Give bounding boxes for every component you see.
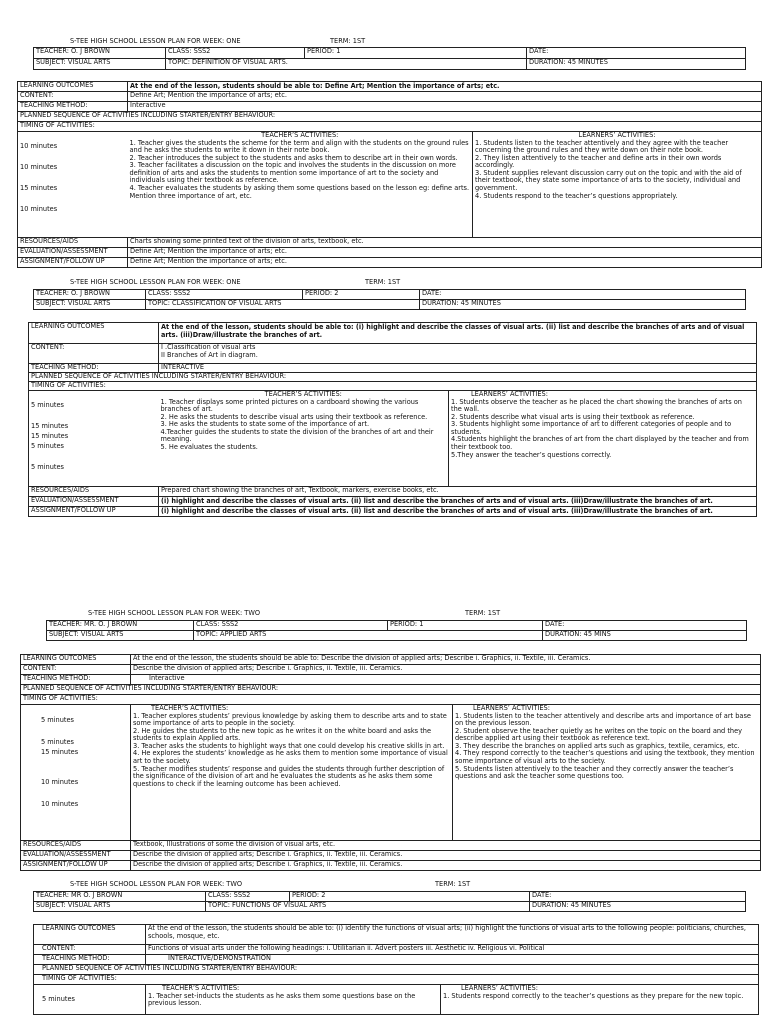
plan1-times [18, 132, 128, 238]
plan2-class: CLASS: SSS2 [146, 290, 303, 300]
plan4-title: S-TEE HIGH SCHOOL LESSON PLAN FOR WEEK: TWO [70, 880, 243, 888]
plan4-learner-head: LEARNERS’ ACTIVITIES: [461, 984, 538, 992]
plan2-learner-act: 1. Students observe the teacher as he placed the chart showing the branches of arts on the wall. [451, 397, 742, 414]
plan1-period: PERIOD: 1 [305, 48, 527, 59]
plan4-planned: PLANNED SEQUENCE OF ACTIVITIES INCLUDING STARTER/ENTRY BEHAVIOUR: [34, 965, 759, 975]
plan4-time: 5 minutes [42, 995, 75, 1003]
plan3-teacher-act: 5. Teacher modifies students’ response and guides the students through further description of the significance of the division of art and he evaluates the students as he asks them some questions to check if the learning outcome has been achieved. [133, 764, 445, 788]
plan3-learner-act: 1. Students listen to the teacher attentively and describe arts and importance of art base on the previous lesson. [455, 711, 751, 728]
plan4-teacher-head: TEACHER’S ACTIVITIES: [162, 984, 240, 992]
plan2-body-table [28, 322, 757, 517]
plan2-learner-act: 2. Students describe what visual arts is using their textbook as reference. [451, 412, 695, 421]
plan3-period: PERIOD: 1 [388, 621, 543, 631]
plan3-time: 15 minutes [41, 748, 79, 756]
plan1-learner-act: 2. They listen attentively to the teacher and define arts in their own words accordingly. [475, 153, 722, 170]
plan1-teacher: TEACHER: O. J BROWN [34, 48, 166, 59]
plan3-learner-activities [453, 705, 761, 841]
plan1-teacher-act: 2. Teacher introduces the subject to the students and asks them to describe art in their own words. [129, 153, 458, 162]
plan4-header-table [33, 891, 746, 912]
plan3-header-table [46, 620, 747, 641]
plan2-content-line: II Branches of Art in diagram. [161, 350, 258, 359]
plan3-times [21, 705, 131, 841]
plan1-time: 10 minutes [20, 163, 58, 171]
plan1-learner-activities [473, 132, 762, 238]
plan1-eval-value: Define Art; Mention the importance of arts; etc. [128, 248, 762, 258]
plan3-teacher-head: TEACHER’S ACTIVITIES: [151, 704, 229, 712]
plan4-duration: DURATION: 45 MINUTES [530, 902, 746, 912]
plan3-eval-value: Describe the division of applied arts; Describe i. Graphics, ii. Textile, iii. Ceramics. [131, 851, 761, 861]
plan2-assign-label: ASSIGNMENT/FOLLOW UP [29, 507, 159, 517]
plan2-time: 15 minutes [31, 422, 69, 430]
plan3-content-value: Describe the division of applied arts; Describe i. Graphics, ii. Textile, iii. Ceramics. [131, 665, 761, 675]
plan4-content-value: Functions of visual arts under the following headings: i. Utilitarian ii. Advert posters iii. Aesthetic iv. Religious vi. Political [146, 945, 759, 955]
plan2-learner-act: 3. Students highlight some importance of art to different categories of people and to students. [451, 420, 732, 436]
plan2-method-value: INTERACTIVE [159, 364, 757, 373]
plan3-assign-value: Describe the division of applied arts; Describe i. Graphics, ii. Textile, iii. Ceramics. [131, 861, 761, 871]
plan3-teacher-activities [131, 705, 453, 841]
plan4-class: CLASS: SSS2 [206, 892, 290, 902]
plan2-time: 15 minutes [31, 432, 69, 440]
plan1-class: CLASS: SSS2 [166, 48, 305, 59]
plan4-lo-label: LEARNING OUTCOMES [34, 925, 146, 945]
plan3-term: TERM: 1ST [465, 609, 501, 617]
plan3-title: S-TEE HIGH SCHOOL LESSON PLAN FOR WEEK: TWO [88, 609, 261, 617]
plan1-lo-label: LEARNING OUTCOMES [18, 82, 128, 92]
plan2-title: S-TEE HIGH SCHOOL LESSON PLAN FOR WEEK: ONE [70, 278, 241, 286]
plan1-timing: TIMING OF ACTIVITIES: [18, 122, 762, 132]
plan2-header-table [33, 289, 746, 310]
plan3-assign-label: ASSIGNMENT/FOLLOW UP [21, 861, 131, 871]
plan1-teacher-act: 1. Teacher gives the students the scheme for the term and align with the students on the ground rules and he asks the students to write it down in their note book. [129, 138, 469, 155]
plan3-teacher-act: 4. He explores the students’ knowledge as he asks them to mention some importance of visual art to the society. [133, 749, 448, 766]
plan1-resources-value: Charts showing some printed text of the division of arts, textbook, etc. [128, 238, 762, 248]
plan3-resources-label: RESOURCES/AIDS [21, 841, 131, 851]
plan3-time: 10 minutes [41, 800, 79, 808]
plan4-teacher-activities [146, 985, 441, 1015]
plan4-lo-value: At the end of the lesson, the students should be able to: (i) identify the functions of visual arts; (ii) highlight the functions of visual arts to the following people: politicians, churches, schools, mosque, etc. [146, 925, 759, 945]
plan1-body-table [17, 81, 762, 268]
plan3-content-label: CONTENT: [21, 665, 131, 675]
plan2-teacher-act: 2. He asks the students to describe visual arts using their textbook as reference. [160, 412, 428, 421]
plan2-content-value [159, 344, 757, 364]
plan2-subject: SUBJECT: VISUAL ARTS [34, 300, 146, 310]
plan3-time: 5 minutes [41, 716, 74, 724]
plan2-time: 5 minutes [31, 401, 64, 409]
plan2-teacher-activities [159, 391, 449, 487]
plan1-time: 15 minutes [20, 184, 58, 192]
plan2-content-label: CONTENT: [29, 344, 159, 364]
plan1-teacher-act: 3. Teacher facilitates a discussion on the topic and involves the students in the discussion on more definition of arts and asks the students to mention some importance of art to the society and individuals using their textbook as reference. [129, 161, 456, 185]
plan4-body-table [33, 924, 759, 1015]
plan4-subject: SUBJECT: VISUAL ARTS [34, 902, 206, 912]
plan1-learner-act: 4. Students respond to the teacher’s questions appropriately. [475, 191, 678, 200]
plan2-duration: DURATION: 45 MINUTES [420, 300, 746, 310]
plan1-content-value: Define Art; Mention the importance of arts; etc. [128, 92, 762, 102]
plan1-topic: TOPIC: DEFINITION OF VISUAL ARTS. [166, 59, 527, 70]
plan3-teacher-act: 1. Teacher explores students’ previous knowledge by asking them to describe arts and to state some importance of arts to people in the society. [133, 711, 447, 728]
plan3-topic: TOPIC: APPLIED ARTS [194, 631, 543, 641]
plan2-term: TERM: 1ST [365, 278, 401, 286]
plan2-times [29, 391, 159, 487]
plan2-teacher-head: TEACHER’S ACTIVITIES: [264, 390, 342, 398]
plan2-planned: PLANNED SEQUENCE OF ACTIVITIES INCLUDING STARTER/ENTRY BEHAVIOUR: [29, 373, 757, 382]
plan2-learner-head: LEARNERS’ ACTIVITIES: [471, 390, 548, 398]
plan3-teacher-act: 3. Teacher asks the students to highlight ways that one could develop his creative skills in art. [133, 741, 445, 750]
plan3-body-table [20, 654, 761, 871]
plan1-header-table [33, 47, 746, 70]
plan2-time: 5 minutes [31, 442, 64, 450]
plan3-teacher: TEACHER: MR. O. J BROWN [47, 621, 194, 631]
plan2-period: PERIOD: 2 [303, 290, 420, 300]
plan4-timing: TIMING OF ACTIVITIES: [34, 975, 759, 985]
plan1-resources-label: RESOURCES/AIDS [18, 238, 128, 248]
plan1-method-label: TEACHING METHOD: [18, 102, 128, 112]
plan2-learner-act: 4.Students highlight the branches of art from the chart displayed by the teacher and from their textbook too. [451, 435, 749, 452]
plan3-learner-act: 3. They describe the branches on applied arts such as graphics, textile, ceramics, etc. [455, 741, 740, 750]
plan1-teacher-activities [128, 132, 473, 238]
plan1-assign-value: Define Art; Mention the importance of arts; etc. [128, 258, 762, 268]
plan1-term: TERM: 1ST [330, 37, 366, 45]
plan3-method-value: Interactive [131, 675, 761, 685]
plan1-eval-label: EVALUATION/ASSESSMENT [18, 248, 128, 258]
plan4-learner-activities [441, 985, 759, 1015]
plan3-lo-label: LEARNING OUTCOMES [21, 655, 131, 665]
plan1-lo-value: At the end of the lesson, students should be able to: Define Art; Mention the importance of arts; etc. [128, 82, 762, 92]
plan4-times [34, 985, 146, 1015]
plan1-date: DATE: [527, 48, 746, 59]
plan3-eval-label: EVALUATION/ASSESSMENT [21, 851, 131, 861]
plan4-period: PERIOD: 2 [290, 892, 530, 902]
plan1-learner-act: 3. Student supplies relevant discussion carry out on the topic and with the aid of their textbook, they state some importance of arts to the society, individual and government. [475, 168, 742, 193]
plan2-eval-label: EVALUATION/ASSESSMENT [29, 497, 159, 507]
plan4-method-label: TEACHING METHOD: [34, 955, 146, 965]
plan2-lo-value: At the end of the lesson, students should be able to: (i) highlight and describe the classes of visual arts. (ii) list and describe the branches of arts and of visual arts. (iii)Draw/illustrate the branches of art. [159, 323, 757, 344]
plan2-method-label: TEACHING METHOD: [29, 364, 159, 373]
plan1-planned: PLANNED SEQUENCE OF ACTIVITIES INCLUDING STARTER/ENTRY BEHAVIOUR: [18, 112, 762, 122]
plan2-learner-activities [449, 391, 757, 487]
plan2-teacher-act: 5. He evaluates the students. [160, 443, 258, 452]
plan3-time: 5 minutes [41, 738, 74, 746]
plan2-assign-value: (i) highlight and describe the classes of visual arts. (ii) list and describe the branches of arts and of visual arts. (iii)Draw/illustrate the branches of art. [159, 507, 757, 517]
plan4-term: TERM: 1ST [435, 880, 471, 888]
plan3-time: 10 minutes [41, 778, 79, 786]
plan4-teacher-act: 1. Teacher set-inducts the students as he asks them some questions base on the previous lesson. [148, 991, 416, 1008]
plan1-teacher-head: TEACHER’S ACTIVITIES: [261, 131, 339, 139]
plan3-timing: TIMING OF ACTIVITIES: [21, 695, 761, 705]
plan3-date: DATE: [543, 621, 747, 631]
plan3-method-label: TEACHING METHOD: [21, 675, 131, 685]
plan3-class: CLASS: SSS2 [194, 621, 388, 631]
plan4-learner-act: 1. Students respond correctly to the teacher’s questions as they prepare for the new topic. [443, 991, 744, 1000]
plan3-learner-act: 5. Students listen attentively to the teacher and they correctly answer the teacher’s questions and ask the teacher some questions too. [455, 764, 734, 781]
plan1-time: 10 minutes [20, 205, 58, 213]
plan1-content-label: CONTENT: [18, 92, 128, 102]
plan3-duration: DURATION: 45 MINS [543, 631, 747, 641]
plan1-teacher-act: 4. Teacher evaluates the students by asking them some questions based on the lesson eg: define arts. Mention three importance of art, etc. [129, 184, 470, 200]
plan1-assign-label: ASSIGNMENT/FOLLOW UP [18, 258, 128, 268]
plan1-learner-act: 1. Students listen to the teacher attentively and they agree with the teacher concerning the ground rules and they write down on their note book. [475, 138, 729, 155]
plan2-resources-label: RESOURCES/AIDS [29, 487, 159, 497]
plan2-time: 5 minutes [31, 463, 64, 471]
plan2-teacher: TEACHER: O. J BROWN [34, 290, 146, 300]
plan1-title: S-TEE HIGH SCHOOL LESSON PLAN FOR WEEK: ONE [70, 37, 241, 45]
plan4-method-value: INTERACTIVE/DEMONSTRATION [146, 955, 759, 965]
plan1-duration: DURATION: 45 MINUTES [527, 59, 746, 70]
plan3-learner-act: 4. They respond correctly to the teacher’s questions and using the textbook, they mention some importance of visual arts to the society. [455, 749, 755, 766]
plan3-teacher-act: 2. He guides the students to the new topic as he writes it on the white board and asks the students to explain Applied arts. [133, 726, 432, 743]
plan1-time: 10 minutes [20, 142, 58, 150]
plan2-timing: TIMING OF ACTIVITIES: [29, 382, 757, 391]
plan4-date: DATE: [530, 892, 746, 902]
plan1-method-value: Interactive [128, 102, 762, 112]
plan3-learner-act: 2. Student observe the teacher quietly as he writes on the topic on the board and they describe applied art using their textbook as reference text. [455, 726, 743, 743]
plan3-planned: PLANNED SEQUENCE OF ACTIVITIES INCLUDING STARTER/ENTRY BEHAVIOUR: [21, 685, 761, 695]
plan2-learner-act: 5.They answer the teacher’s questions correctly. [451, 450, 612, 459]
plan2-lo-label: LEARNING OUTCOMES [29, 323, 159, 344]
plan4-teacher: TEACHER: MR O. J BROWN [34, 892, 206, 902]
plan2-teacher-act: 3. He asks the students to state some of the importance of art. [160, 420, 370, 429]
plan3-resources-value: Textbook, Illustrations of some the division of visual arts, etc. [131, 841, 761, 851]
plan2-content-line: I .Classification of visual arts [161, 343, 256, 351]
plan2-resources-value: Prepared chart showing the branches of art, Textbook, markers, exercise books, etc. [159, 487, 757, 497]
plan4-content-label: CONTENT: [34, 945, 146, 955]
plan2-teacher-act: 1. Teacher displays some printed pictures on a cardboard showing the various branches of art. [160, 397, 419, 414]
plan3-subject: SUBJECT: VISUAL ARTS [47, 631, 194, 641]
plan4-topic: TOPIC: FUNCTIONS OF VISUAL ARTS [206, 902, 530, 912]
plan2-teacher-act: 4.Teacher guides the students to state the division of the branches of art and their meaning. [160, 427, 434, 444]
plan1-subject: SUBJECT: VISUAL ARTS [34, 59, 166, 70]
plan2-date: DATE: [420, 290, 746, 300]
plan1-learner-head: LEARNERS’ ACTIVITIES: [578, 131, 656, 139]
plan3-learner-head: LEARNERS’ ACTIVITIES: [473, 704, 550, 712]
plan2-topic: TOPIC: CLASSIFICATION OF VISUAL ARTS [146, 300, 420, 310]
plan2-eval-value: (i) highlight and describe the classes of visual arts. (ii) list and describe the branches of arts and of visual arts. (iii)Draw/illustrate the branches of art. [159, 497, 757, 507]
plan3-lo-value: At the end of the lesson, the students should be able to: Describe the division of applied arts; Describe i. Graphics, ii. Textile, iii. Ceramics. [131, 655, 761, 665]
